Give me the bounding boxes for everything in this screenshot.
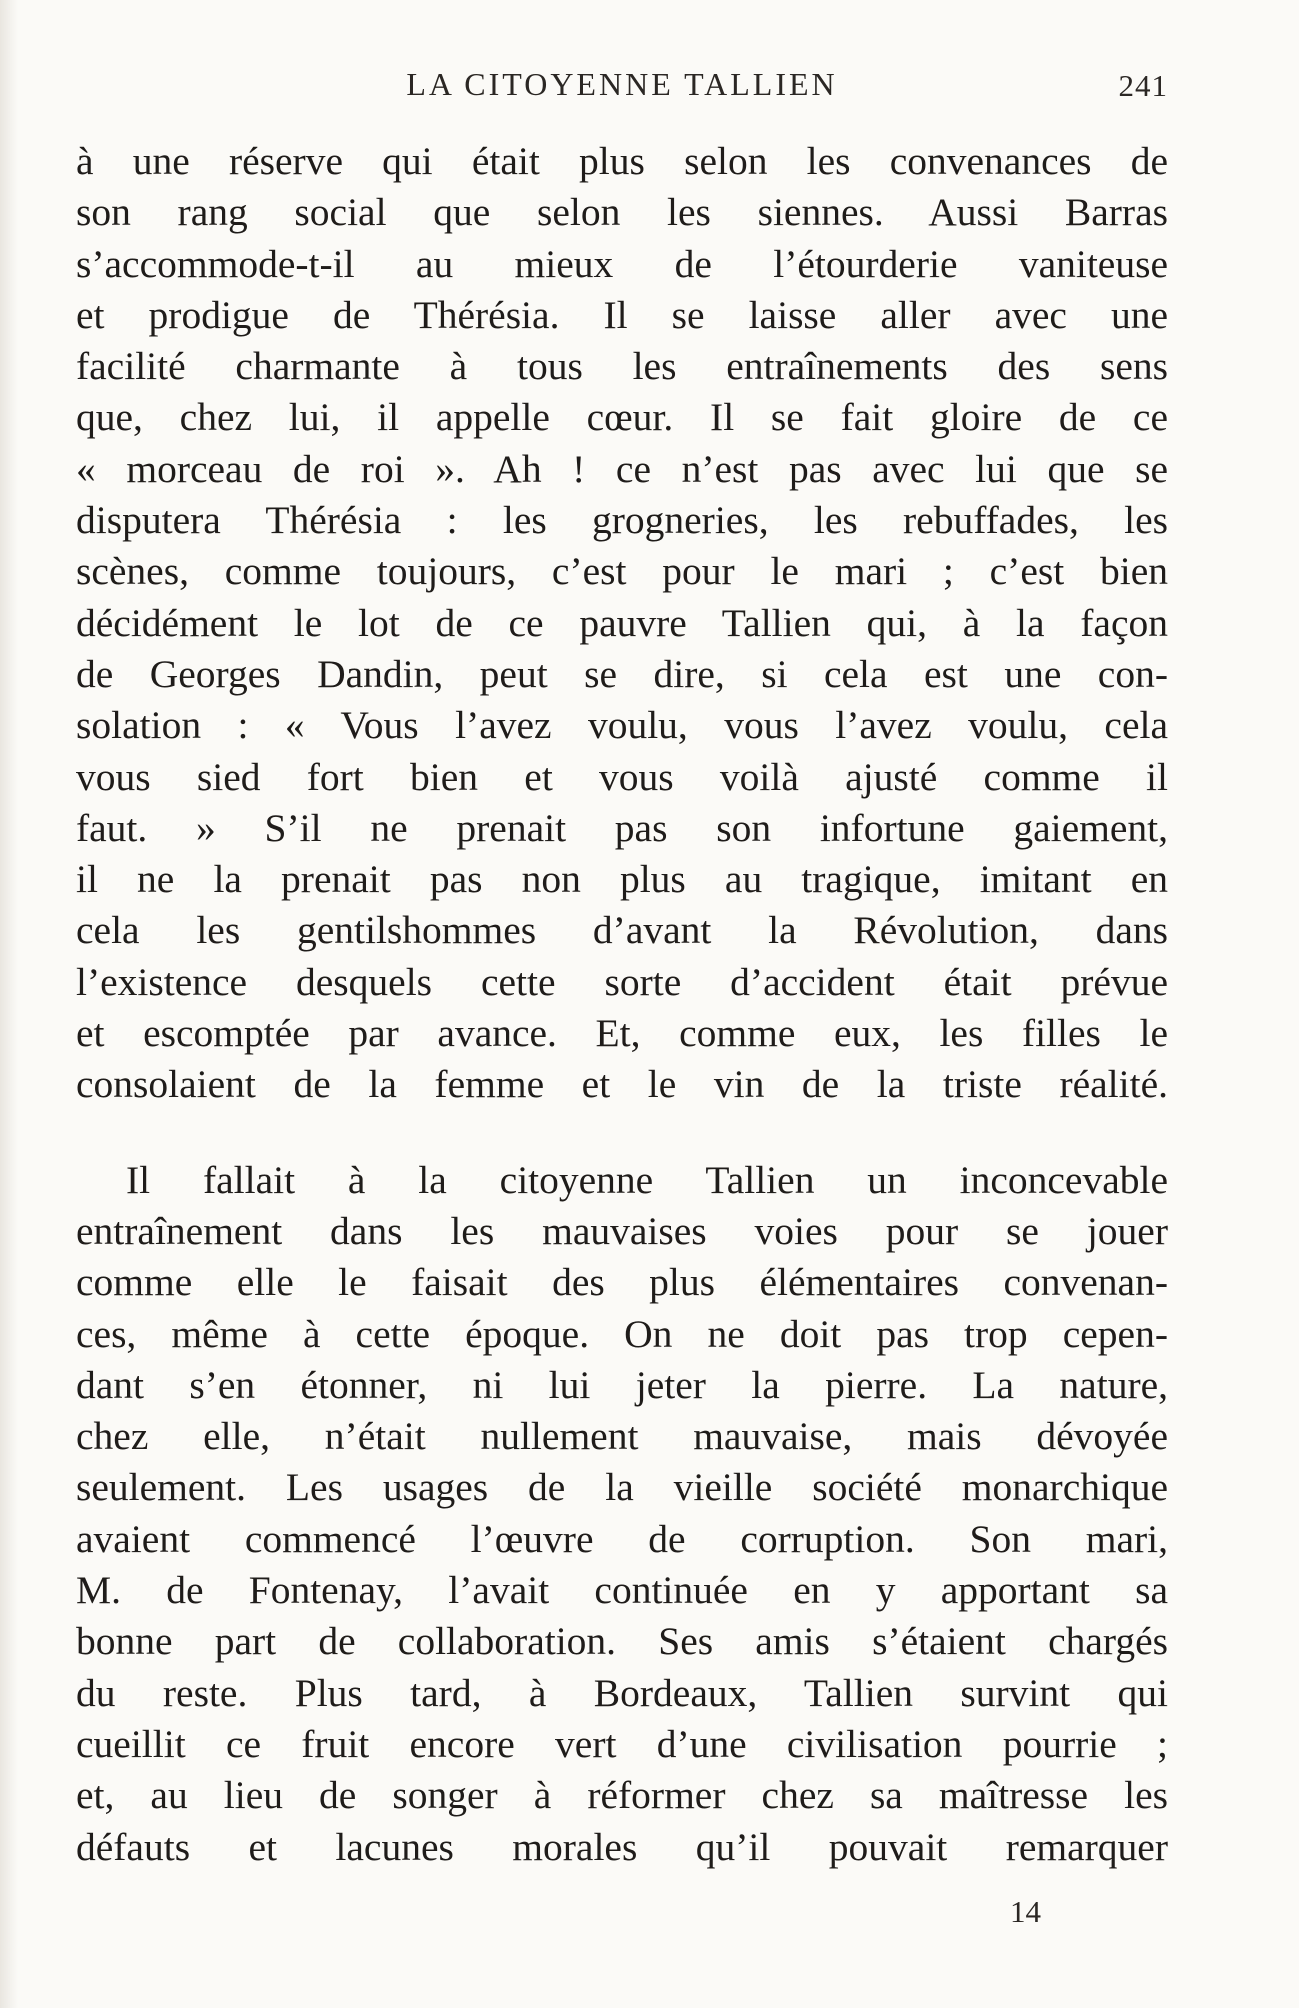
body-text [76, 136, 1168, 1873]
text-line: ces, même à cette époque. On ne doit pas trop cepen- [76, 1311, 1168, 1356]
text-line: vous sied fort bien et vous voilà ajusté comme il [76, 754, 1168, 799]
text-line: il ne la prenait pas non plus au tragique, imitant en [76, 857, 1168, 902]
text-line: entraînement dans les mauvaises voies pour se jouer [76, 1208, 1168, 1253]
text-line: faut. » S’il ne prenait pas son infortune gaiement, [76, 805, 1168, 850]
paragraph-gap [76, 1111, 1168, 1155]
text-line: s’accommode-t-il au mieux de l’étourderie vaniteuse [76, 241, 1168, 286]
text-line: cela les gentilshommes d’avant la Révolution, dans [76, 908, 1168, 953]
text-line: comme elle le faisait des plus élémentaires convenan- [76, 1260, 1168, 1305]
text-line: solation : « Vous l’avez voulu, vous l’avez voulu, cela [76, 703, 1168, 748]
text-line: que, chez lui, il appelle cœur. Il se fait gloire de ce [76, 395, 1168, 440]
text-line: à une réserve qui était plus selon les convenances de [76, 139, 1168, 183]
paragraph-2 [76, 1155, 1168, 1873]
running-head [76, 62, 1168, 112]
text-line: disputera Thérésia : les grogneries, les rebuffades, les [76, 498, 1168, 543]
page-number: 241 [1118, 68, 1168, 103]
text-line: scènes, comme toujours, c’est pour le mari ; c’est bien [76, 549, 1168, 594]
text-line: et, au lieu de songer à réformer chez sa maîtresse les [76, 1773, 1168, 1818]
text-line: de Georges Dandin, peut se dire, si cela est une con- [76, 651, 1168, 696]
text-line: son rang social que selon les siennes. Aussi Barras [76, 190, 1168, 235]
running-title: LA CITOYENNE TALLIEN [406, 66, 838, 102]
text-line: du reste. Plus tard, à Bordeaux, Tallien survint qui [76, 1670, 1168, 1715]
text-line: et prodigue de Thérésia. Il se laisse aller avec une [76, 292, 1168, 337]
text-line: l’existence desquels cette sorte d’accident était prévue [76, 959, 1168, 1004]
text-line: cueillit ce fruit encore vert d’une civilisation pourrie ; [76, 1721, 1168, 1766]
text-line: seulement. Les usages de la vieille société monarchique [76, 1465, 1168, 1510]
text-line: et escomptée par avance. Et, comme eux, les filles le [76, 1011, 1168, 1056]
text-line: défauts et lacunes morales qu’il pouvait remarquer [76, 1824, 1168, 1869]
page-edge-shadow [0, 0, 18, 2008]
signature-mark: 14 [1010, 1894, 1041, 1929]
paragraph-1 [76, 136, 1168, 1111]
text-line: M. de Fontenay, l’avait continuée en y apportant sa [76, 1568, 1168, 1613]
text-line: consolaient de la femme et le vin de la triste réalité. [76, 1062, 1168, 1107]
text-line: « morceau de roi ». Ah ! ce n’est pas avec lui que se [76, 446, 1168, 491]
text-line: dant s’en étonner, ni lui jeter la pierre. La nature, [76, 1362, 1168, 1407]
text-line: Il fallait à la citoyenne Tallien un inconcevable [126, 1157, 1168, 1202]
text-line: bonne part de collaboration. Ses amis s’étaient chargés [76, 1619, 1168, 1664]
text-line: décidément le lot de ce pauvre Tallien qui, à la façon [76, 600, 1168, 645]
text-line: facilité charmante à tous les entraînements des sens [76, 344, 1168, 389]
text-line: chez elle, n’était nullement mauvaise, mais dévoyée [76, 1414, 1168, 1459]
text-line: avaient commencé l’œuvre de corruption. Son mari, [76, 1516, 1168, 1561]
